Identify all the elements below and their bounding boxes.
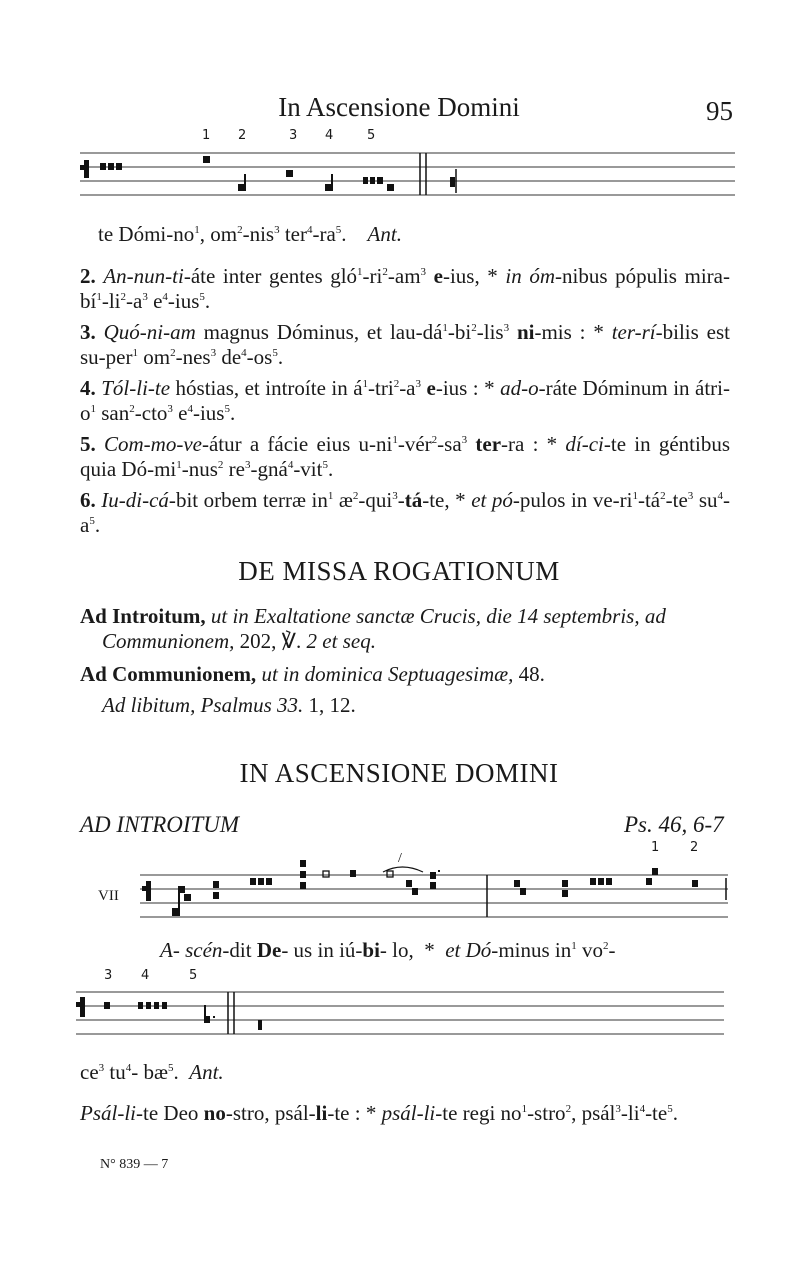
introit-psalm-verse bbox=[80, 1100, 730, 1127]
chant1-syllable-numbers bbox=[0, 128, 798, 144]
chant1-staff bbox=[80, 147, 740, 207]
verse-2: 2. An-nun-ti-áte inter gentes $gló^1-ri^2-am^3$ e-ius, * in óm-nibus pópulis mira-$bí^1-li^2-a^3$ $e^4-ius^5$. bbox=[80, 264, 730, 313]
chant-number: 4 bbox=[325, 128, 334, 143]
introit-syllable-numbers-bottom bbox=[0, 968, 798, 984]
introit-staff-2 bbox=[76, 986, 726, 1046]
chant-number: 4 bbox=[141, 968, 150, 983]
verse-6: 6. Iu-di-cá-bit orbem terræ $in^1$ $æ^2-qui^3-tá-te$, * et pó-pulos in $ve-ri^1-tá^2-te^3$ $su^4-a^5$. bbox=[80, 488, 730, 537]
introit-lyrics-1: A- scén-dit De- us in iú-bi- lo, * et Dó-minus $in^1$ $vo^2-$ bbox=[160, 938, 616, 962]
section-title-ascension: IN ASCENSIONE DOMINI bbox=[239, 758, 559, 788]
verse-3: 3. Quó-ni-am magnus Dóminus, et lau-$dá^1-bi^2-lis^3$ ni-mis : * ter-rí-bilis est su-per$^1$ $om^2-nes^3$ $de^4-os^5$. bbox=[80, 320, 730, 369]
chant-number: 3 bbox=[104, 968, 113, 983]
introit-heading: AD INTROITUM bbox=[80, 812, 240, 837]
rogations-rubrics bbox=[80, 604, 730, 718]
section-title-rogations: DE MISSA ROGATIONUM bbox=[238, 556, 560, 586]
chant1-lyrics: te Dómi-$no^1$, $om^2-nis^3$ $ter^4-ra^5$. Ant. bbox=[98, 222, 402, 246]
psalm-reference: Ps. 46, 6-7 bbox=[624, 812, 724, 837]
chant-number: 2 bbox=[690, 840, 699, 855]
rubric-ad-communionem: Ad Communionem, ut in dominica Septuagesimæ, 48. bbox=[80, 662, 545, 686]
chant-number: 1 bbox=[651, 840, 660, 855]
chant-number: 2 bbox=[238, 128, 247, 143]
running-header: In Ascensione Domini bbox=[278, 92, 520, 122]
page-number: 95 bbox=[706, 96, 733, 126]
svg-text:/: / bbox=[398, 851, 402, 866]
rubric-ad-libitum: Ad libitum, Psalmus 33. 1, 12. bbox=[102, 693, 356, 717]
chant-number: 1 bbox=[202, 128, 211, 143]
verse-4: 4. Tól-li-te hóstias, et introíte in $á^1-tri^2-a^3$ e-ius : * ad-o-ráte Dóminum in átri-$o^1$ san$^2$-cto$^3$ $e^4-ius^5$. bbox=[80, 376, 731, 425]
mode-label: VII bbox=[98, 888, 119, 904]
psalm-verse-text: Psál-li-te Deo no-stro, psál-li-te : * psál-li-te regi $no^1-stro^2$, $psál^3-li^4-te^5$. bbox=[80, 1101, 678, 1125]
chant-number: 5 bbox=[367, 128, 376, 143]
chant-number: 3 bbox=[289, 128, 298, 143]
introit-lyrics-2: $ce^3$ $tu^4-$ $bæ^5$. Ant. bbox=[80, 1060, 224, 1084]
rubric-ad-introitum: Ad Introitum, ut in Exaltatione sanctæ Crucis, die 14 septembris, ad Communionem, 202, ℣. 2 et seq. bbox=[80, 604, 666, 653]
chant-number: 5 bbox=[189, 968, 198, 983]
verse-5: 5. Com-mo-ve-átur a fácie eius $u-ni^1-vér^2-sa^3$ ter-ra : * dí-ci-te in géntibus quia $Dó-mi^1-nus^2$ $re^3-gná^4-vit^5$. bbox=[80, 432, 731, 481]
introit-staff-1 bbox=[140, 850, 730, 920]
psalm-verses bbox=[80, 264, 730, 538]
printer-signature: N° 839 — 7 bbox=[100, 1157, 169, 1172]
